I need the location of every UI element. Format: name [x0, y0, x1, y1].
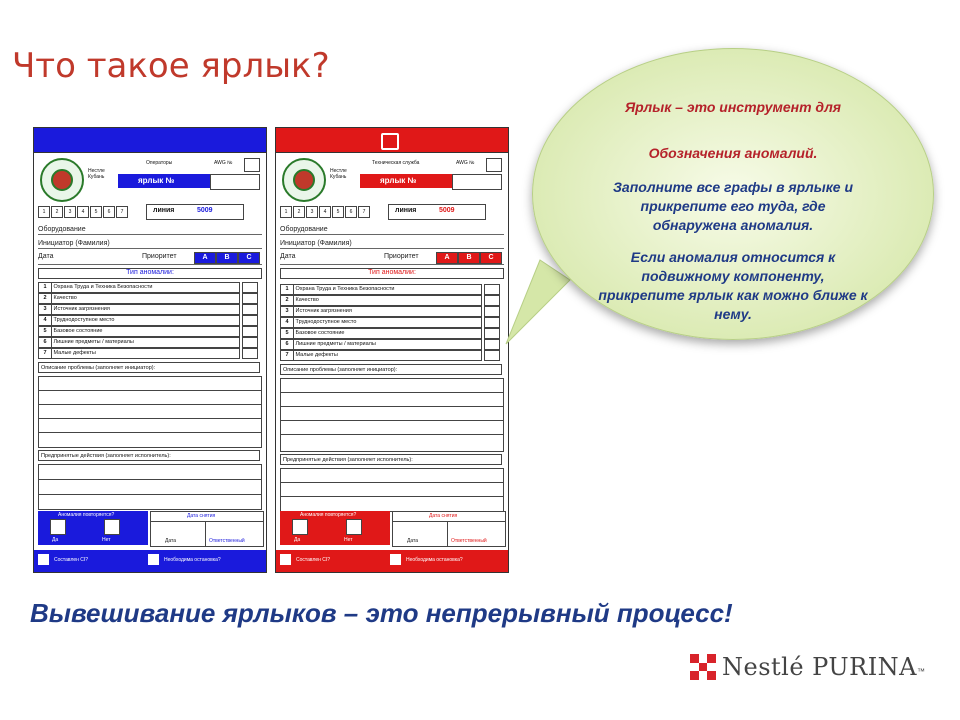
priority-a: A: [436, 252, 458, 264]
brand-name: Nestlé PURINA: [722, 653, 918, 681]
line-number: 5009: [197, 207, 213, 214]
yes-checkbox: [50, 519, 66, 535]
dept-label: Операторы: [146, 160, 173, 166]
actions-label: Предпринятые действия (заполняет исполнитель):: [280, 454, 502, 465]
equipment-label: Оборудование: [38, 226, 86, 233]
bubble-line-1: Ярлык – это инструмент для: [624, 99, 842, 115]
company-label: Нестле Кубань: [330, 168, 347, 180]
anomaly-type-row: 6 Лишние предметы / материалы: [38, 337, 240, 348]
priority-c: C: [238, 252, 260, 264]
divider: [38, 234, 262, 235]
priority-c: C: [480, 252, 502, 264]
line-number: 5009: [439, 207, 455, 214]
bubble-paragraph-2: Заполните все графы в ярлыке и прикрепите его туда, где обнаружена аномалия.: [612, 179, 854, 233]
blue-tag: [33, 127, 267, 573]
slogan: Вывешивание ярлыков – это непрерывный процесс!: [30, 598, 733, 628]
nestle-logo-icon: [282, 158, 326, 202]
anomaly-type-row: 7 Малые дефекты: [280, 350, 482, 361]
problem-description-label: Описание проблемы (заполняет инициатор):: [280, 364, 502, 375]
number-cell: 3: [64, 206, 76, 218]
actions-lines: [280, 468, 504, 512]
anomaly-type-checkbox: [242, 348, 258, 359]
stop-label: Необходима остановка?: [164, 557, 221, 563]
stop-label: Необходима остановка?: [406, 557, 463, 563]
yes-label: Да: [52, 537, 59, 543]
priority-label: Приоритет: [142, 253, 177, 260]
removal-block: [392, 511, 506, 547]
ci-label: Составлен CI?: [296, 557, 331, 563]
line-box: [146, 204, 244, 220]
tag-number-label: ярлык №: [360, 174, 452, 188]
anomaly-type-row: 1 Охрана Труда и Техника Безопасности: [38, 282, 240, 293]
anomaly-type-checkbox: [242, 304, 258, 315]
anomaly-type-row: 5 Базовое состояние: [38, 326, 240, 337]
anomaly-type-checkbox: [484, 284, 500, 295]
anomaly-type-checkbox: [484, 339, 500, 350]
repeat-block: [280, 511, 390, 545]
trademark-mark: ™: [917, 667, 926, 676]
number-row: [38, 206, 129, 218]
anomaly-type-checkbox: [484, 306, 500, 317]
initiator-label: Инициатор (Фамилия): [38, 240, 110, 247]
tag-number-box: [210, 174, 260, 190]
ci-label: Составлен CI?: [54, 557, 89, 563]
anomaly-type-checkbox: [242, 315, 258, 326]
tag-header: [276, 128, 508, 153]
date-label: Дата: [407, 538, 419, 544]
repeat-label: Аномалия повторяется?: [58, 512, 115, 518]
date-label: Дата: [165, 538, 177, 544]
anomaly-type-row: 5 Базовое состояние: [280, 328, 482, 339]
anomaly-type-checkbox: [242, 293, 258, 304]
priority-a: A: [194, 252, 216, 264]
divider: [38, 248, 262, 249]
awg-label: AWG №: [456, 160, 475, 166]
tag-header: [34, 128, 266, 153]
problem-lines: [280, 378, 504, 452]
footer-block: [38, 511, 262, 545]
responsible-label: Ответственный: [451, 538, 487, 544]
removal-block: [150, 511, 264, 547]
bubble-paragraph-3: Если аномалия относится к подвижному компоненту, прикрепите ярлык как можно ближе к нему.: [598, 249, 868, 322]
awg-label: AWG №: [214, 160, 233, 166]
removal-date-label: Дата снятия: [187, 513, 216, 519]
anomaly-type-row: 2 Качество: [280, 295, 482, 306]
no-label: Нет: [102, 537, 111, 543]
awg-box: [244, 158, 260, 172]
divider: [280, 264, 504, 265]
repeat-label: Аномалия повторяется?: [300, 512, 357, 518]
no-checkbox: [104, 519, 120, 535]
responsible-label: Ответственный: [209, 538, 245, 544]
number-cell: 6: [345, 206, 357, 218]
number-row: [280, 206, 371, 218]
divider: [280, 248, 504, 249]
anomaly-type-row: 2 Качество: [38, 293, 240, 304]
line-label: линия: [395, 207, 417, 214]
tag-number-box: [452, 174, 502, 190]
bottom-bar: [276, 550, 508, 572]
stop-checkbox: [390, 554, 401, 565]
priority-b: B: [216, 252, 238, 264]
number-cell: 4: [77, 206, 89, 218]
footer-block: [280, 511, 504, 545]
date-label: Дата: [280, 253, 296, 260]
company-label: Нестле Кубань: [88, 168, 105, 180]
anomaly-type-checkbox: [242, 337, 258, 348]
anomaly-type-checkbox: [484, 317, 500, 328]
initiator-label: Инициатор (Фамилия): [280, 240, 352, 247]
actions-label: Предпринятые действия (заполняет исполнитель):: [38, 450, 260, 461]
anomaly-type-row: 3 Источник загрязнения: [38, 304, 240, 315]
priority-b: B: [458, 252, 480, 264]
number-cell: 4: [319, 206, 331, 218]
number-cell: 1: [280, 206, 292, 218]
date-label: Дата: [38, 253, 54, 260]
anomaly-type-row: 6 Лишние предметы / материалы: [280, 339, 482, 350]
no-checkbox: [346, 519, 362, 535]
yes-checkbox: [292, 519, 308, 535]
anomaly-type-checkbox: [242, 326, 258, 337]
problem-lines: [38, 376, 262, 448]
divider: [280, 234, 504, 235]
anomaly-type-row: 7 Малые дефекты: [38, 348, 240, 359]
repeat-block: [38, 511, 148, 545]
priority-boxes: [436, 252, 502, 264]
number-cell: 1: [38, 206, 50, 218]
number-cell: 7: [358, 206, 370, 218]
checkerboard-icon: [690, 654, 716, 680]
anomaly-type-row: 4 Труднодоступное место: [38, 315, 240, 326]
anomaly-type-row: 1 Охрана Труда и Техника Безопасности: [280, 284, 482, 295]
anomaly-type-checkbox: [242, 282, 258, 293]
number-cell: 2: [293, 206, 305, 218]
square-icon: [381, 133, 399, 150]
removal-date-label: Дата снятия: [429, 513, 458, 519]
anomaly-type-header: Тип аномалии:: [38, 268, 262, 279]
number-cell: 6: [103, 206, 115, 218]
anomaly-type-row: 4 Труднодоступное место: [280, 317, 482, 328]
number-cell: 2: [51, 206, 63, 218]
bottom-bar: [34, 550, 266, 572]
priority-boxes: [194, 252, 260, 264]
actions-lines: [38, 464, 262, 510]
divider: [38, 264, 262, 265]
red-tag: [275, 127, 509, 573]
number-cell: 7: [116, 206, 128, 218]
equipment-label: Оборудование: [280, 226, 328, 233]
awg-box: [486, 158, 502, 172]
yes-label: Да: [294, 537, 301, 543]
line-label: линия: [153, 207, 175, 214]
slide-title: Что такое ярлык?: [12, 46, 330, 86]
anomaly-type-header: Тип аномалии:: [280, 268, 504, 279]
line-box: [388, 204, 486, 220]
priority-label: Приоритет: [384, 253, 419, 260]
anomaly-type-checkbox: [484, 350, 500, 361]
number-cell: 3: [306, 206, 318, 218]
anomaly-type-row: 3 Источник загрязнения: [280, 306, 482, 317]
nestle-purina-logo: [690, 654, 925, 680]
bubble-line-2: Обозначения аномалий.: [648, 145, 818, 161]
stop-checkbox: [148, 554, 159, 565]
number-cell: 5: [332, 206, 344, 218]
ci-checkbox: [280, 554, 291, 565]
no-label: Нет: [344, 537, 353, 543]
dept-label: Техническая служба: [372, 160, 420, 166]
number-cell: 5: [90, 206, 102, 218]
anomaly-type-checkbox: [484, 328, 500, 339]
anomaly-type-checkbox: [484, 295, 500, 306]
problem-description-label: Описание проблемы (заполняет инициатор):: [38, 362, 260, 373]
ci-checkbox: [38, 554, 49, 565]
tag-number-label: ярлык №: [118, 174, 210, 188]
nestle-logo-icon: [40, 158, 84, 202]
